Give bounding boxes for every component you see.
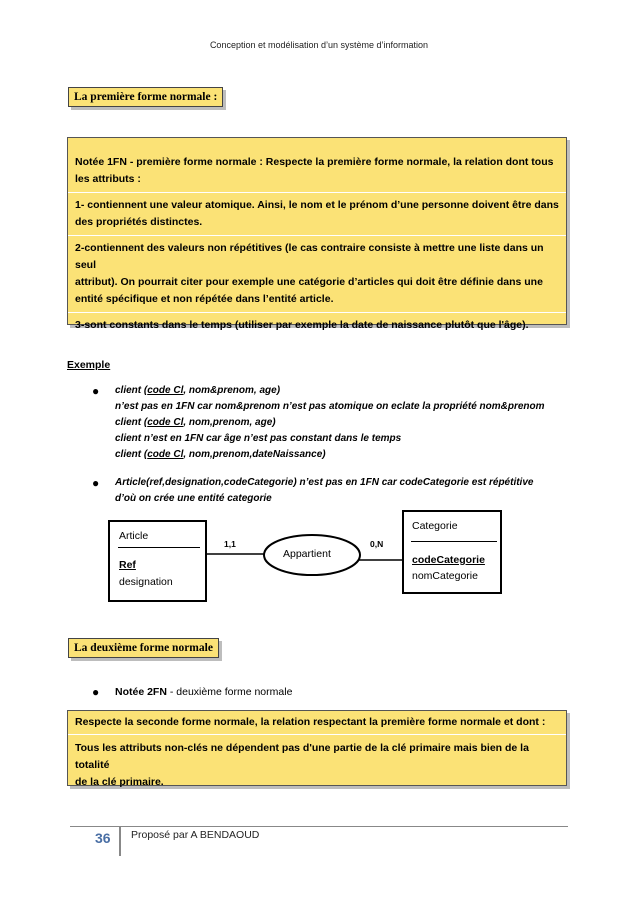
page-number: 36 (95, 830, 111, 846)
box-1fn-line: Notée 1FN - première forme normale : Respecte la première forme normale, la relation dont tous (75, 156, 554, 168)
bullet-article-example: ● Article(ref,designation,codeCategorie) n’est pas en 1FN car codeCategorie est répétitive d’où on crée une entité categorie (92, 476, 534, 504)
entity-article (108, 520, 207, 602)
box-1fn-line: les attributs : (75, 173, 141, 185)
box-2fn-line: de la clé primaire. (75, 776, 164, 788)
bullet-icon: ● (92, 476, 100, 490)
entity-attribute: nomCategorie (412, 570, 478, 582)
entity-categorie (402, 510, 502, 594)
section-title-1fn: La première forme normale : (68, 87, 223, 107)
bullet-icon: ● (92, 685, 100, 699)
definition-box-2fn (67, 710, 567, 786)
footer-divider (119, 826, 121, 856)
entity-name: Categorie (412, 520, 458, 532)
box-1fn-line: 1- contiennent une valeur atomique. Ainsi, le nom et le prénom d’une personne doivent être dans (75, 199, 559, 211)
box-1fn-line: attribut). On pourrait citer pour exemple une catégorie d’articles qui doit être définie dans une (75, 276, 543, 288)
cardinality-right: 0,N (370, 539, 384, 549)
bullet-2fn: ● Notée 2FN - deuxième forme normale (92, 685, 293, 699)
entity-key: Ref (119, 559, 136, 571)
entity-attribute: designation (119, 576, 173, 588)
footer-rule (70, 826, 568, 827)
box-1fn-line: entité spécifique et non répétée dans l’entité article. (75, 293, 334, 305)
bullet-icon: ● (92, 384, 100, 398)
bullet-client-example: ● client (code Cl, nom&prenom, age) n’est pas en 1FN car nom&prenom n’est pas atomique on eclate la propriété nom&prenom client (code Cl, nom,prenom, age) client n’est en 1FN car âge n’est pas constant dans le temps client (code Cl, nom,prenom,dateNaissance) (92, 384, 545, 460)
box-2fn-line: Tous les attributs non-clés ne dépendent pas d'une partie de la clé primaire mais bien de la totalité (75, 742, 529, 771)
section-title-2fn: La deuxième forme normale (68, 638, 219, 658)
page-header: Conception et modélisation d’un système d’information (209, 40, 429, 50)
cardinality-left: 1,1 (224, 539, 236, 549)
box-1fn-line: 3-sont constants dans le temps (utiliser par exemple la date de naissance plutôt que l'âge). (75, 319, 529, 331)
entity-name: Article (119, 530, 149, 542)
box-2fn-line: Respecte la seconde forme normale, la relation respectant la première forme normale et dont : (75, 716, 546, 728)
footer-author: Proposé par A BENDAOUD (131, 829, 260, 841)
exemple-label: Exemple (67, 359, 111, 371)
relation-label: Appartient (283, 548, 331, 560)
entity-key: codeCategorie (412, 554, 485, 566)
box-1fn-line: des propriétés distinctes. (75, 216, 203, 228)
box-1fn-line: 2-contiennent des valeurs non répétitives (le cas contraire consiste à mettre une liste dans un seul (75, 242, 544, 271)
